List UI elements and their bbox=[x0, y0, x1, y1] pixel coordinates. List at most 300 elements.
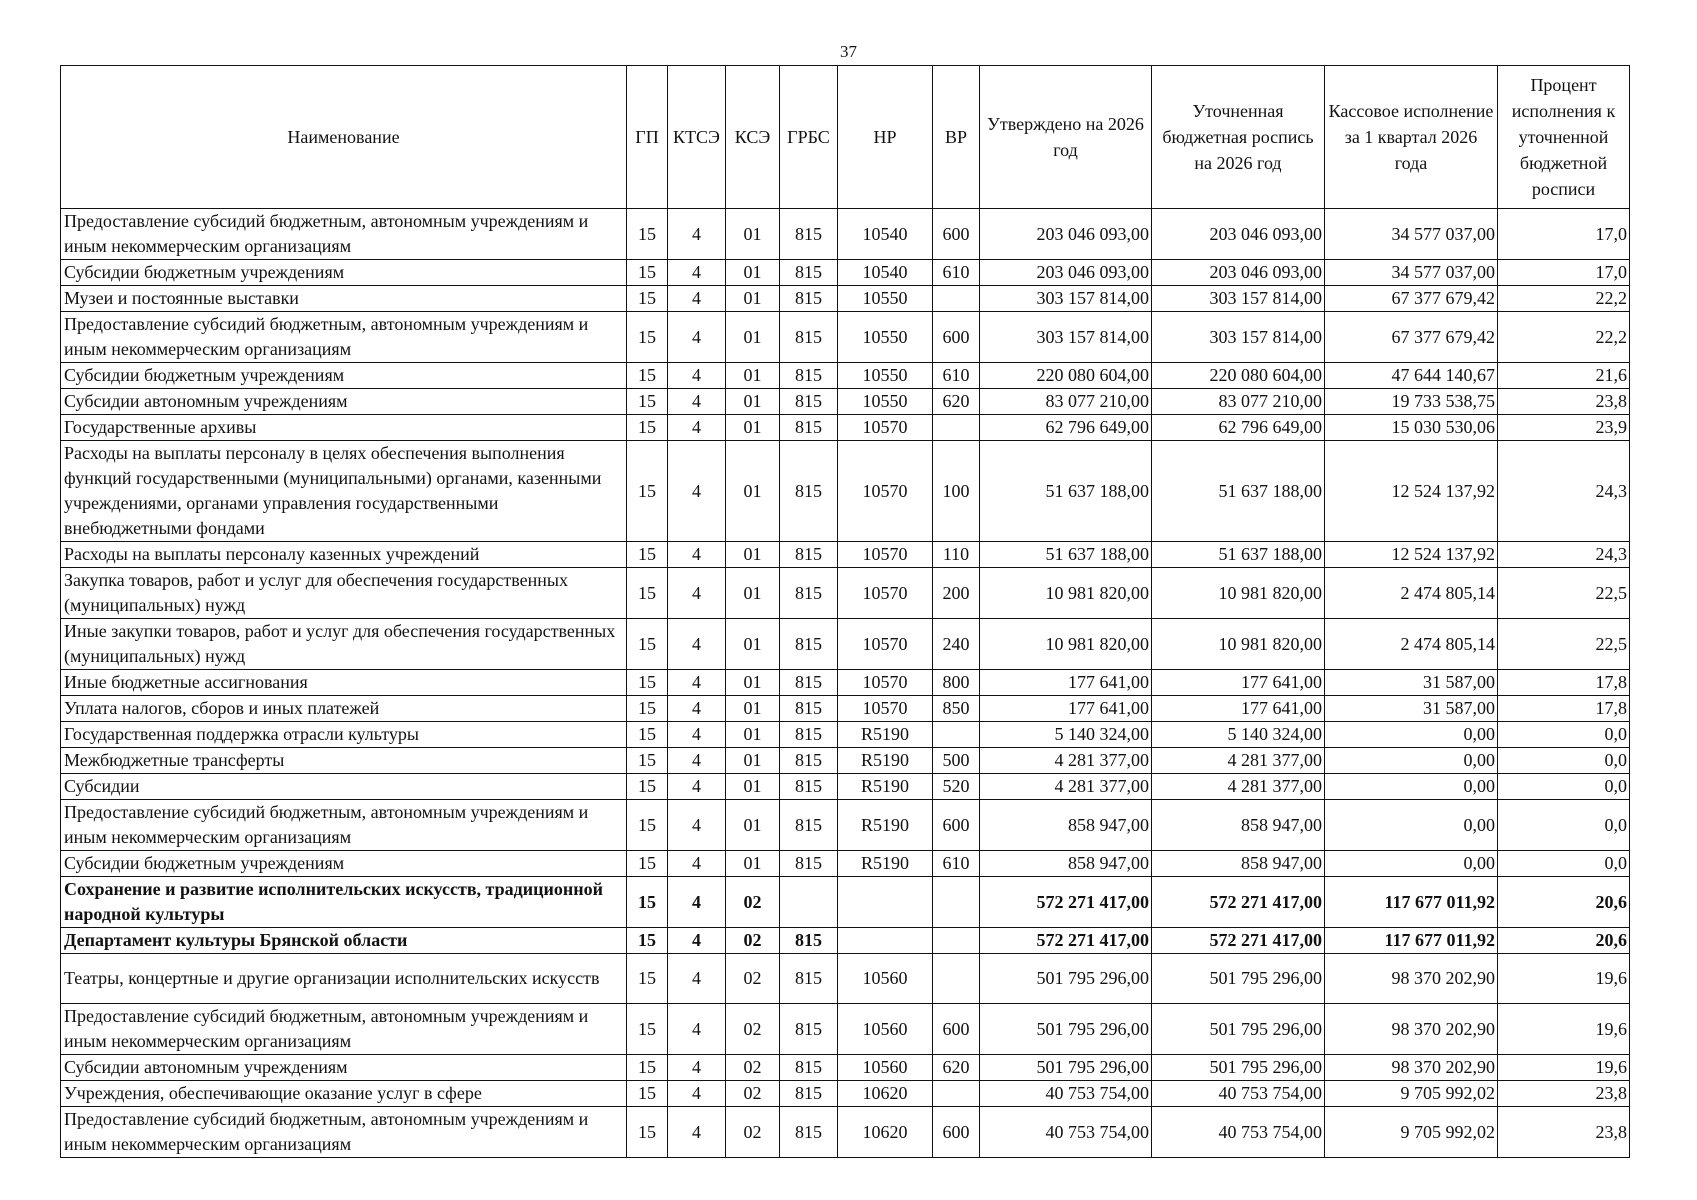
table-row bbox=[61, 312, 1630, 363]
cell-grbs: 815 bbox=[780, 722, 838, 748]
cell-vr: 610 bbox=[933, 363, 980, 389]
cell-gp: 15 bbox=[627, 260, 668, 286]
cell-percent: 0,0 bbox=[1498, 851, 1630, 877]
cell-approved: 177 641,00 bbox=[980, 670, 1152, 696]
cell-name: Музеи и постоянные выставки bbox=[61, 286, 627, 312]
cell-gp: 15 bbox=[627, 696, 668, 722]
table-row bbox=[61, 209, 1630, 260]
cell-ktse: 4 bbox=[668, 1004, 726, 1055]
cell-refined: 40 753 754,00 bbox=[1152, 1107, 1325, 1158]
cell-gp: 15 bbox=[627, 363, 668, 389]
header-vr: ВР bbox=[933, 66, 980, 209]
header-grbs: ГРБС bbox=[780, 66, 838, 209]
cell-kse: 01 bbox=[726, 670, 780, 696]
table-row bbox=[61, 851, 1630, 877]
cell-percent: 0,0 bbox=[1498, 722, 1630, 748]
header-cash: Кассовое исполнение за 1 квартал 2026 года bbox=[1325, 66, 1498, 209]
cell-vr bbox=[933, 415, 980, 441]
cell-vr: 610 bbox=[933, 851, 980, 877]
cell-percent: 0,0 bbox=[1498, 800, 1630, 851]
cell-grbs: 815 bbox=[780, 415, 838, 441]
cell-name: Межбюджетные трансферты bbox=[61, 748, 627, 774]
cell-name: Расходы на выплаты персоналу казенных учреждений bbox=[61, 542, 627, 568]
cell-grbs: 815 bbox=[780, 312, 838, 363]
cell-kse: 02 bbox=[726, 1055, 780, 1081]
cell-name: Расходы на выплаты персоналу в целях обеспечения выполнения функций государственными (муниципальными) органами, казенными учреждениями, органами управления государственными внебюджетными фондами bbox=[61, 441, 627, 542]
cell-cash: 34 577 037,00 bbox=[1325, 209, 1498, 260]
table-row bbox=[61, 1107, 1630, 1158]
table-row bbox=[61, 286, 1630, 312]
cell-gp: 15 bbox=[627, 851, 668, 877]
cell-nr: 10570 bbox=[838, 670, 933, 696]
cell-kse: 01 bbox=[726, 542, 780, 568]
cell-vr: 620 bbox=[933, 389, 980, 415]
cell-name: Субсидии bbox=[61, 774, 627, 800]
table-row bbox=[61, 1081, 1630, 1107]
cell-cash: 12 524 137,92 bbox=[1325, 441, 1498, 542]
cell-kse: 01 bbox=[726, 774, 780, 800]
cell-kse: 02 bbox=[726, 928, 780, 954]
cell-percent: 17,8 bbox=[1498, 696, 1630, 722]
cell-approved: 10 981 820,00 bbox=[980, 568, 1152, 619]
cell-refined: 10 981 820,00 bbox=[1152, 619, 1325, 670]
cell-nr: 10550 bbox=[838, 286, 933, 312]
table-row bbox=[61, 722, 1630, 748]
cell-nr: R5190 bbox=[838, 722, 933, 748]
table-row bbox=[61, 441, 1630, 542]
cell-kse: 02 bbox=[726, 877, 780, 928]
cell-ktse: 4 bbox=[668, 928, 726, 954]
cell-approved: 203 046 093,00 bbox=[980, 209, 1152, 260]
cell-refined: 177 641,00 bbox=[1152, 696, 1325, 722]
cell-nr bbox=[838, 928, 933, 954]
table-row bbox=[61, 363, 1630, 389]
cell-percent: 19,6 bbox=[1498, 1055, 1630, 1081]
cell-name: Субсидии бюджетным учреждениям bbox=[61, 363, 627, 389]
cell-grbs: 815 bbox=[780, 851, 838, 877]
cell-kse: 01 bbox=[726, 389, 780, 415]
table-row bbox=[61, 696, 1630, 722]
cell-approved: 62 796 649,00 bbox=[980, 415, 1152, 441]
cell-nr: 10570 bbox=[838, 441, 933, 542]
cell-percent: 23,8 bbox=[1498, 1081, 1630, 1107]
cell-gp: 15 bbox=[627, 619, 668, 670]
cell-cash: 0,00 bbox=[1325, 722, 1498, 748]
table-row bbox=[61, 774, 1630, 800]
cell-ktse: 4 bbox=[668, 748, 726, 774]
table-row bbox=[61, 1055, 1630, 1081]
cell-vr: 600 bbox=[933, 1107, 980, 1158]
cell-nr: R5190 bbox=[838, 851, 933, 877]
cell-cash: 117 677 011,92 bbox=[1325, 928, 1498, 954]
table-row bbox=[61, 619, 1630, 670]
cell-ktse: 4 bbox=[668, 1055, 726, 1081]
cell-cash: 0,00 bbox=[1325, 774, 1498, 800]
cell-approved: 83 077 210,00 bbox=[980, 389, 1152, 415]
cell-ktse: 4 bbox=[668, 568, 726, 619]
cell-ktse: 4 bbox=[668, 851, 726, 877]
cell-name: Департамент культуры Брянской области bbox=[61, 928, 627, 954]
cell-ktse: 4 bbox=[668, 1081, 726, 1107]
cell-gp: 15 bbox=[627, 774, 668, 800]
cell-kse: 01 bbox=[726, 209, 780, 260]
cell-name: Учреждения, обеспечивающие оказание услуг в сфере bbox=[61, 1081, 627, 1107]
cell-nr: 10550 bbox=[838, 389, 933, 415]
cell-grbs: 815 bbox=[780, 928, 838, 954]
cell-grbs: 815 bbox=[780, 1107, 838, 1158]
cell-percent: 22,5 bbox=[1498, 619, 1630, 670]
cell-grbs: 815 bbox=[780, 800, 838, 851]
cell-cash: 117 677 011,92 bbox=[1325, 877, 1498, 928]
header-refined: Уточненная бюджетная роспись на 2026 год bbox=[1152, 66, 1325, 209]
cell-nr: 10560 bbox=[838, 954, 933, 1004]
cell-kse: 01 bbox=[726, 851, 780, 877]
cell-kse: 02 bbox=[726, 1107, 780, 1158]
cell-cash: 98 370 202,90 bbox=[1325, 954, 1498, 1004]
cell-gp: 15 bbox=[627, 312, 668, 363]
cell-name: Сохранение и развитие исполнительских искусств, традиционной народной культуры bbox=[61, 877, 627, 928]
cell-refined: 501 795 296,00 bbox=[1152, 1055, 1325, 1081]
cell-vr: 850 bbox=[933, 696, 980, 722]
cell-approved: 858 947,00 bbox=[980, 800, 1152, 851]
cell-vr: 110 bbox=[933, 542, 980, 568]
cell-name: Иные закупки товаров, работ и услуг для обеспечения государственных (муниципальных) нужд bbox=[61, 619, 627, 670]
cell-gp: 15 bbox=[627, 209, 668, 260]
cell-ktse: 4 bbox=[668, 774, 726, 800]
cell-kse: 01 bbox=[726, 722, 780, 748]
cell-name: Предоставление субсидий бюджетным, автономным учреждениям и иным некоммерческим организациям bbox=[61, 209, 627, 260]
cell-percent: 0,0 bbox=[1498, 748, 1630, 774]
cell-grbs: 815 bbox=[780, 1004, 838, 1055]
cell-cash: 2 474 805,14 bbox=[1325, 568, 1498, 619]
cell-kse: 02 bbox=[726, 954, 780, 1004]
cell-gp: 15 bbox=[627, 800, 668, 851]
cell-ktse: 4 bbox=[668, 286, 726, 312]
cell-vr bbox=[933, 928, 980, 954]
cell-approved: 40 753 754,00 bbox=[980, 1081, 1152, 1107]
cell-percent: 22,2 bbox=[1498, 312, 1630, 363]
cell-percent: 21,6 bbox=[1498, 363, 1630, 389]
cell-vr: 600 bbox=[933, 209, 980, 260]
cell-cash: 31 587,00 bbox=[1325, 696, 1498, 722]
cell-refined: 858 947,00 bbox=[1152, 851, 1325, 877]
cell-cash: 47 644 140,67 bbox=[1325, 363, 1498, 389]
cell-kse: 01 bbox=[726, 260, 780, 286]
cell-grbs: 815 bbox=[780, 1081, 838, 1107]
cell-vr bbox=[933, 954, 980, 1004]
cell-nr: R5190 bbox=[838, 800, 933, 851]
cell-cash: 0,00 bbox=[1325, 800, 1498, 851]
cell-approved: 203 046 093,00 bbox=[980, 260, 1152, 286]
cell-name: Предоставление субсидий бюджетным, автономным учреждениям и иным некоммерческим организациям bbox=[61, 312, 627, 363]
cell-gp: 15 bbox=[627, 1055, 668, 1081]
cell-gp: 15 bbox=[627, 415, 668, 441]
cell-grbs: 815 bbox=[780, 209, 838, 260]
cell-gp: 15 bbox=[627, 928, 668, 954]
cell-refined: 40 753 754,00 bbox=[1152, 1081, 1325, 1107]
cell-cash: 9 705 992,02 bbox=[1325, 1107, 1498, 1158]
cell-name: Государственные архивы bbox=[61, 415, 627, 441]
cell-ktse: 4 bbox=[668, 1107, 726, 1158]
cell-gp: 15 bbox=[627, 389, 668, 415]
cell-approved: 4 281 377,00 bbox=[980, 748, 1152, 774]
cell-ktse: 4 bbox=[668, 877, 726, 928]
cell-kse: 01 bbox=[726, 696, 780, 722]
table-row bbox=[61, 748, 1630, 774]
cell-name: Субсидии автономным учреждениям bbox=[61, 389, 627, 415]
cell-name: Субсидии бюджетным учреждениям bbox=[61, 260, 627, 286]
cell-nr: 10570 bbox=[838, 542, 933, 568]
cell-nr: 10560 bbox=[838, 1004, 933, 1055]
cell-approved: 501 795 296,00 bbox=[980, 1004, 1152, 1055]
cell-approved: 51 637 188,00 bbox=[980, 542, 1152, 568]
cell-ktse: 4 bbox=[668, 260, 726, 286]
cell-approved: 4 281 377,00 bbox=[980, 774, 1152, 800]
cell-percent: 20,6 bbox=[1498, 877, 1630, 928]
cell-ktse: 4 bbox=[668, 415, 726, 441]
header-row bbox=[61, 66, 1630, 209]
cell-percent: 22,2 bbox=[1498, 286, 1630, 312]
cell-vr bbox=[933, 286, 980, 312]
cell-nr bbox=[838, 877, 933, 928]
cell-vr: 600 bbox=[933, 312, 980, 363]
cell-cash: 34 577 037,00 bbox=[1325, 260, 1498, 286]
cell-percent: 24,3 bbox=[1498, 441, 1630, 542]
cell-nr: 10550 bbox=[838, 363, 933, 389]
cell-ktse: 4 bbox=[668, 722, 726, 748]
cell-grbs: 815 bbox=[780, 748, 838, 774]
cell-grbs: 815 bbox=[780, 542, 838, 568]
cell-refined: 303 157 814,00 bbox=[1152, 312, 1325, 363]
cell-name: Уплата налогов, сборов и иных платежей bbox=[61, 696, 627, 722]
page-number: 37 bbox=[840, 42, 857, 61]
cell-grbs: 815 bbox=[780, 774, 838, 800]
cell-cash: 9 705 992,02 bbox=[1325, 1081, 1498, 1107]
cell-percent: 17,0 bbox=[1498, 209, 1630, 260]
table-row bbox=[61, 389, 1630, 415]
cell-grbs: 815 bbox=[780, 568, 838, 619]
cell-gp: 15 bbox=[627, 748, 668, 774]
cell-name: Закупка товаров, работ и услуг для обеспечения государственных (муниципальных) нужд bbox=[61, 568, 627, 619]
cell-name: Субсидии бюджетным учреждениям bbox=[61, 851, 627, 877]
cell-approved: 303 157 814,00 bbox=[980, 286, 1152, 312]
cell-vr: 800 bbox=[933, 670, 980, 696]
cell-gp: 15 bbox=[627, 1004, 668, 1055]
header-name: Наименование bbox=[61, 66, 627, 209]
cell-cash: 98 370 202,90 bbox=[1325, 1055, 1498, 1081]
cell-ktse: 4 bbox=[668, 441, 726, 542]
cell-refined: 62 796 649,00 bbox=[1152, 415, 1325, 441]
cell-vr: 100 bbox=[933, 441, 980, 542]
cell-vr bbox=[933, 1081, 980, 1107]
header-ktse: КТСЭ bbox=[668, 66, 726, 209]
cell-refined: 5 140 324,00 bbox=[1152, 722, 1325, 748]
table-row bbox=[61, 928, 1630, 954]
cell-cash: 19 733 538,75 bbox=[1325, 389, 1498, 415]
header-kse: КСЭ bbox=[726, 66, 780, 209]
cell-vr: 620 bbox=[933, 1055, 980, 1081]
cell-gp: 15 bbox=[627, 722, 668, 748]
cell-name: Предоставление субсидий бюджетным, автономным учреждениям и иным некоммерческим организациям bbox=[61, 1004, 627, 1055]
cell-nr: 10570 bbox=[838, 696, 933, 722]
cell-nr: 10570 bbox=[838, 415, 933, 441]
cell-percent: 20,6 bbox=[1498, 928, 1630, 954]
cell-ktse: 4 bbox=[668, 800, 726, 851]
cell-gp: 15 bbox=[627, 1081, 668, 1107]
cell-grbs: 815 bbox=[780, 1055, 838, 1081]
cell-vr: 500 bbox=[933, 748, 980, 774]
cell-grbs: 815 bbox=[780, 260, 838, 286]
cell-nr: R5190 bbox=[838, 748, 933, 774]
cell-approved: 572 271 417,00 bbox=[980, 928, 1152, 954]
table-row bbox=[61, 800, 1630, 851]
cell-cash: 0,00 bbox=[1325, 851, 1498, 877]
cell-refined: 4 281 377,00 bbox=[1152, 774, 1325, 800]
cell-refined: 83 077 210,00 bbox=[1152, 389, 1325, 415]
table-row bbox=[61, 260, 1630, 286]
cell-kse: 01 bbox=[726, 363, 780, 389]
cell-ktse: 4 bbox=[668, 670, 726, 696]
cell-refined: 177 641,00 bbox=[1152, 670, 1325, 696]
table-row bbox=[61, 954, 1630, 1004]
cell-vr: 600 bbox=[933, 800, 980, 851]
cell-approved: 303 157 814,00 bbox=[980, 312, 1152, 363]
cell-approved: 51 637 188,00 bbox=[980, 441, 1152, 542]
cell-refined: 501 795 296,00 bbox=[1152, 954, 1325, 1004]
header-gp: ГП bbox=[627, 66, 668, 209]
cell-ktse: 4 bbox=[668, 389, 726, 415]
cell-gp: 15 bbox=[627, 954, 668, 1004]
table-row bbox=[61, 542, 1630, 568]
cell-vr: 610 bbox=[933, 260, 980, 286]
cell-percent: 22,5 bbox=[1498, 568, 1630, 619]
header-percent: Процент исполнения к уточненной бюджетной росписи bbox=[1498, 66, 1630, 209]
cell-percent: 0,0 bbox=[1498, 774, 1630, 800]
cell-percent: 19,6 bbox=[1498, 1004, 1630, 1055]
table-body bbox=[61, 209, 1630, 1158]
cell-ktse: 4 bbox=[668, 696, 726, 722]
cell-gp: 15 bbox=[627, 542, 668, 568]
cell-nr: 10540 bbox=[838, 260, 933, 286]
cell-percent: 23,8 bbox=[1498, 1107, 1630, 1158]
cell-cash: 98 370 202,90 bbox=[1325, 1004, 1498, 1055]
cell-vr bbox=[933, 722, 980, 748]
cell-vr: 600 bbox=[933, 1004, 980, 1055]
cell-kse: 01 bbox=[726, 568, 780, 619]
table-row bbox=[61, 1004, 1630, 1055]
cell-grbs: 815 bbox=[780, 670, 838, 696]
cell-grbs: 815 bbox=[780, 619, 838, 670]
cell-refined: 572 271 417,00 bbox=[1152, 877, 1325, 928]
cell-ktse: 4 bbox=[668, 312, 726, 363]
cell-cash: 12 524 137,92 bbox=[1325, 542, 1498, 568]
cell-kse: 01 bbox=[726, 619, 780, 670]
cell-ktse: 4 bbox=[668, 209, 726, 260]
cell-vr: 520 bbox=[933, 774, 980, 800]
cell-percent: 24,3 bbox=[1498, 542, 1630, 568]
cell-cash: 67 377 679,42 bbox=[1325, 312, 1498, 363]
cell-grbs bbox=[780, 877, 838, 928]
cell-grbs: 815 bbox=[780, 363, 838, 389]
cell-kse: 01 bbox=[726, 748, 780, 774]
cell-nr: 10570 bbox=[838, 568, 933, 619]
cell-gp: 15 bbox=[627, 1107, 668, 1158]
header-approved: Утверждено на 2026 год bbox=[980, 66, 1152, 209]
cell-percent: 17,8 bbox=[1498, 670, 1630, 696]
cell-gp: 15 bbox=[627, 441, 668, 542]
cell-approved: 220 080 604,00 bbox=[980, 363, 1152, 389]
cell-approved: 5 140 324,00 bbox=[980, 722, 1152, 748]
cell-approved: 572 271 417,00 bbox=[980, 877, 1152, 928]
cell-nr: 10620 bbox=[838, 1107, 933, 1158]
cell-vr: 200 bbox=[933, 568, 980, 619]
cell-gp: 15 bbox=[627, 877, 668, 928]
cell-vr: 240 bbox=[933, 619, 980, 670]
cell-refined: 572 271 417,00 bbox=[1152, 928, 1325, 954]
table-row bbox=[61, 877, 1630, 928]
cell-gp: 15 bbox=[627, 568, 668, 619]
cell-kse: 02 bbox=[726, 1081, 780, 1107]
cell-refined: 501 795 296,00 bbox=[1152, 1004, 1325, 1055]
cell-percent: 23,8 bbox=[1498, 389, 1630, 415]
cell-grbs: 815 bbox=[780, 441, 838, 542]
cell-ktse: 4 bbox=[668, 542, 726, 568]
cell-gp: 15 bbox=[627, 286, 668, 312]
cell-nr: 10550 bbox=[838, 312, 933, 363]
cell-name: Театры, концертные и другие организации исполнительских искусств bbox=[61, 954, 627, 1004]
table-row bbox=[61, 415, 1630, 441]
cell-vr bbox=[933, 877, 980, 928]
cell-grbs: 815 bbox=[780, 696, 838, 722]
cell-refined: 203 046 093,00 bbox=[1152, 209, 1325, 260]
cell-kse: 02 bbox=[726, 1004, 780, 1055]
header-nr: НР bbox=[838, 66, 933, 209]
cell-name: Иные бюджетные ассигнования bbox=[61, 670, 627, 696]
cell-refined: 203 046 093,00 bbox=[1152, 260, 1325, 286]
cell-approved: 501 795 296,00 bbox=[980, 1055, 1152, 1081]
cell-nr: 10560 bbox=[838, 1055, 933, 1081]
cell-grbs: 815 bbox=[780, 954, 838, 1004]
cell-cash: 67 377 679,42 bbox=[1325, 286, 1498, 312]
cell-refined: 51 637 188,00 bbox=[1152, 542, 1325, 568]
cell-percent: 17,0 bbox=[1498, 260, 1630, 286]
cell-cash: 0,00 bbox=[1325, 748, 1498, 774]
cell-nr: 10620 bbox=[838, 1081, 933, 1107]
cell-name: Государственная поддержка отрасли культуры bbox=[61, 722, 627, 748]
cell-nr: R5190 bbox=[838, 774, 933, 800]
cell-refined: 10 981 820,00 bbox=[1152, 568, 1325, 619]
cell-refined: 858 947,00 bbox=[1152, 800, 1325, 851]
table-row bbox=[61, 670, 1630, 696]
cell-approved: 501 795 296,00 bbox=[980, 954, 1152, 1004]
cell-name: Предоставление субсидий бюджетным, автономным учреждениям и иным некоммерческим организациям bbox=[61, 1107, 627, 1158]
cell-kse: 01 bbox=[726, 286, 780, 312]
cell-kse: 01 bbox=[726, 800, 780, 851]
cell-percent: 23,9 bbox=[1498, 415, 1630, 441]
cell-name: Предоставление субсидий бюджетным, автономным учреждениям и иным некоммерческим организациям bbox=[61, 800, 627, 851]
cell-nr: 10540 bbox=[838, 209, 933, 260]
cell-cash: 2 474 805,14 bbox=[1325, 619, 1498, 670]
cell-refined: 4 281 377,00 bbox=[1152, 748, 1325, 774]
cell-kse: 01 bbox=[726, 415, 780, 441]
cell-grbs: 815 bbox=[780, 389, 838, 415]
budget-table bbox=[60, 65, 1630, 1158]
cell-cash: 15 030 530,06 bbox=[1325, 415, 1498, 441]
table-row bbox=[61, 568, 1630, 619]
cell-refined: 51 637 188,00 bbox=[1152, 441, 1325, 542]
cell-refined: 303 157 814,00 bbox=[1152, 286, 1325, 312]
cell-approved: 177 641,00 bbox=[980, 696, 1152, 722]
